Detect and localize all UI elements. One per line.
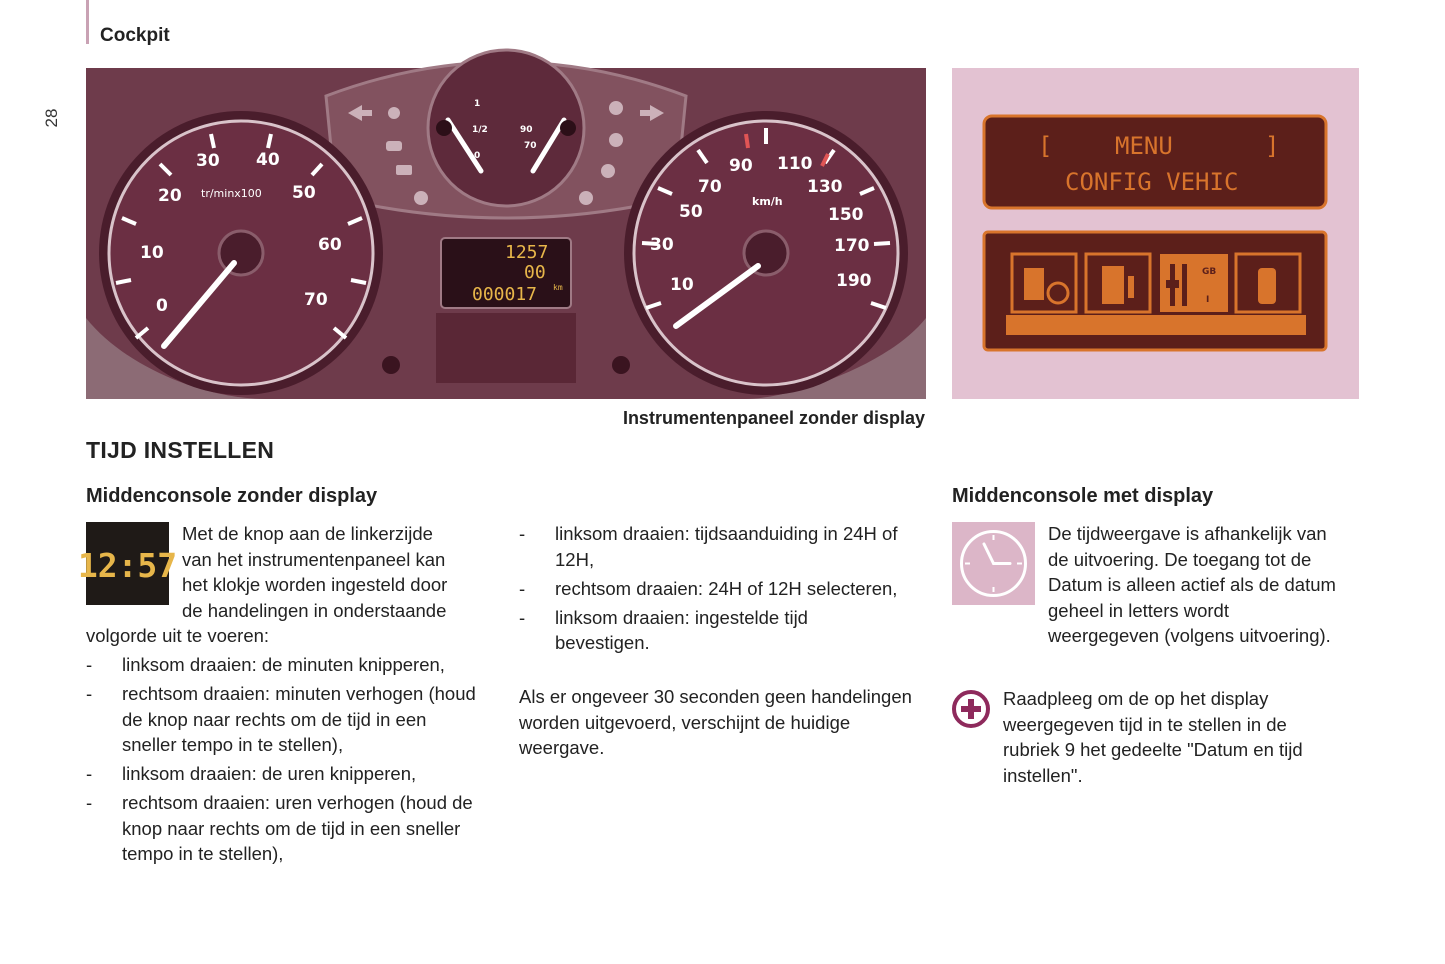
warning-lamp-icon: [386, 141, 402, 151]
list-item: - linksom draaien: de minuten knipperen,: [86, 652, 486, 678]
speed-label: 190: [836, 271, 872, 291]
speed-unit: km/h: [752, 195, 783, 208]
gauge-label: 1: [474, 99, 481, 109]
middle-steps-list: [519, 521, 904, 659]
digital-clock-thumbnail: [77, 522, 178, 605]
speed-label: 30: [650, 235, 674, 255]
intro-line: het klokje worden ingesteld door: [182, 574, 448, 595]
reference-note: Raadpleeg om de op het display weergegeven tijd in te stellen in de rubriek 9 het gedeelte "Datum en tijd instellen".: [1003, 688, 1303, 786]
speed-label: 110: [777, 154, 813, 174]
tach-unit: tr/minx100: [201, 187, 262, 200]
figure-caption: Instrumentenpaneel zonder display: [622, 408, 925, 428]
section-marker-bar: [86, 0, 89, 44]
clock-digits: 12:57: [77, 546, 178, 585]
speed-label: 130: [807, 177, 843, 197]
speed-label: 170: [834, 236, 870, 256]
lcd-time: 1257: [505, 242, 549, 263]
clock-icon: [952, 522, 1035, 605]
tach-label: 50: [292, 183, 316, 203]
left-subheading: Middenconsole zonder display: [86, 485, 378, 507]
right-intro: De tijdweergave is afhankelijk van de uitvoering. De toegang tot de Datum is alleen actief als de datum geheel in letters wordt weergegeven (volgens uitvoering).: [1048, 523, 1336, 646]
warning-lamp-icon: [414, 191, 428, 205]
gauge-label: 0: [474, 151, 481, 161]
intro-line: van het instrumentenpaneel kan: [182, 548, 446, 570]
gauge-label: 70: [524, 141, 537, 151]
tach-label: 20: [158, 186, 182, 206]
list-item: - rechtsom draaien: minuten verhogen (houd de knop naar rechts om de tijd in een sneller tempo in te stellen),: [86, 681, 486, 758]
tach-label: 30: [196, 151, 220, 171]
lcd-mid: 00: [524, 262, 546, 283]
list-item: - linksom draaien: de uren knipperen,: [86, 761, 486, 787]
language-flag-gb: GB: [1202, 267, 1217, 277]
info-plus-icon: [952, 690, 990, 728]
timeout-paragraph: Als er ongeveer 30 seconden geen handelingen worden uitgevoerd, verschijnt de huidige weergave.: [519, 686, 912, 758]
intro-line: Met de knop aan de linkerzijde: [182, 523, 433, 544]
warning-lamp-icon: [396, 165, 412, 175]
list-item: - linksom draaien: ingestelde tijd bevestigen.: [519, 605, 904, 656]
speed-label: 150: [828, 205, 864, 225]
display-menu: MENU: [1115, 132, 1173, 160]
intro-line: volgorde uit te voeren:: [86, 625, 270, 646]
multifunction-display-illustration: [952, 68, 1359, 399]
speed-label: 70: [698, 177, 722, 197]
left-steps-list: [86, 652, 486, 870]
speed-label: 90: [729, 156, 753, 176]
intro-line: de handelingen in onderstaande: [182, 599, 447, 621]
display-bracket-left: [: [1038, 132, 1053, 160]
page-heading: TIJD INSTELLEN: [86, 437, 275, 463]
right-subheading: Middenconsole met display: [952, 485, 1214, 507]
instrument-panel-illustration: [86, 68, 926, 399]
tach-label: 60: [318, 235, 342, 255]
analog-clock-thumbnail: [952, 522, 1035, 605]
speed-label: 50: [679, 202, 703, 222]
display-config: CONFIG VEHIC: [1065, 168, 1239, 196]
page-number: 28: [42, 108, 61, 128]
tach-label: 70: [304, 290, 328, 310]
tach-label: 0: [156, 296, 168, 316]
lcd-odometer-unit: km: [553, 283, 563, 292]
light-icon: [388, 107, 400, 119]
tach-label: 40: [256, 150, 280, 170]
section-title: Cockpit: [100, 25, 170, 46]
tach-label: 10: [140, 243, 164, 263]
list-item: - rechtsom draaien: uren verhogen (houd de knop naar rechts om de tijd in een sneller tempo in te stellen),: [86, 790, 486, 867]
lcd-odometer: 000017: [472, 284, 538, 305]
warning-lamp-icon: [601, 164, 615, 178]
fog-light-icon: [609, 101, 623, 115]
gauge-label: 1/2: [472, 125, 488, 135]
left-intro-block: [182, 521, 492, 623]
warning-lamp-icon: [609, 133, 623, 147]
list-item: - rechtsom draaien: 24H of 12H selecteren,: [519, 576, 904, 602]
speed-label: 10: [670, 275, 694, 295]
display-bracket-right: ]: [1265, 132, 1280, 160]
gauge-label: 90: [520, 125, 533, 135]
list-item: - linksom draaien: tijdsaanduiding in 24H of 12H,: [519, 521, 904, 572]
seatbelt-icon: [579, 191, 593, 205]
language-flag-i: I: [1206, 295, 1210, 305]
